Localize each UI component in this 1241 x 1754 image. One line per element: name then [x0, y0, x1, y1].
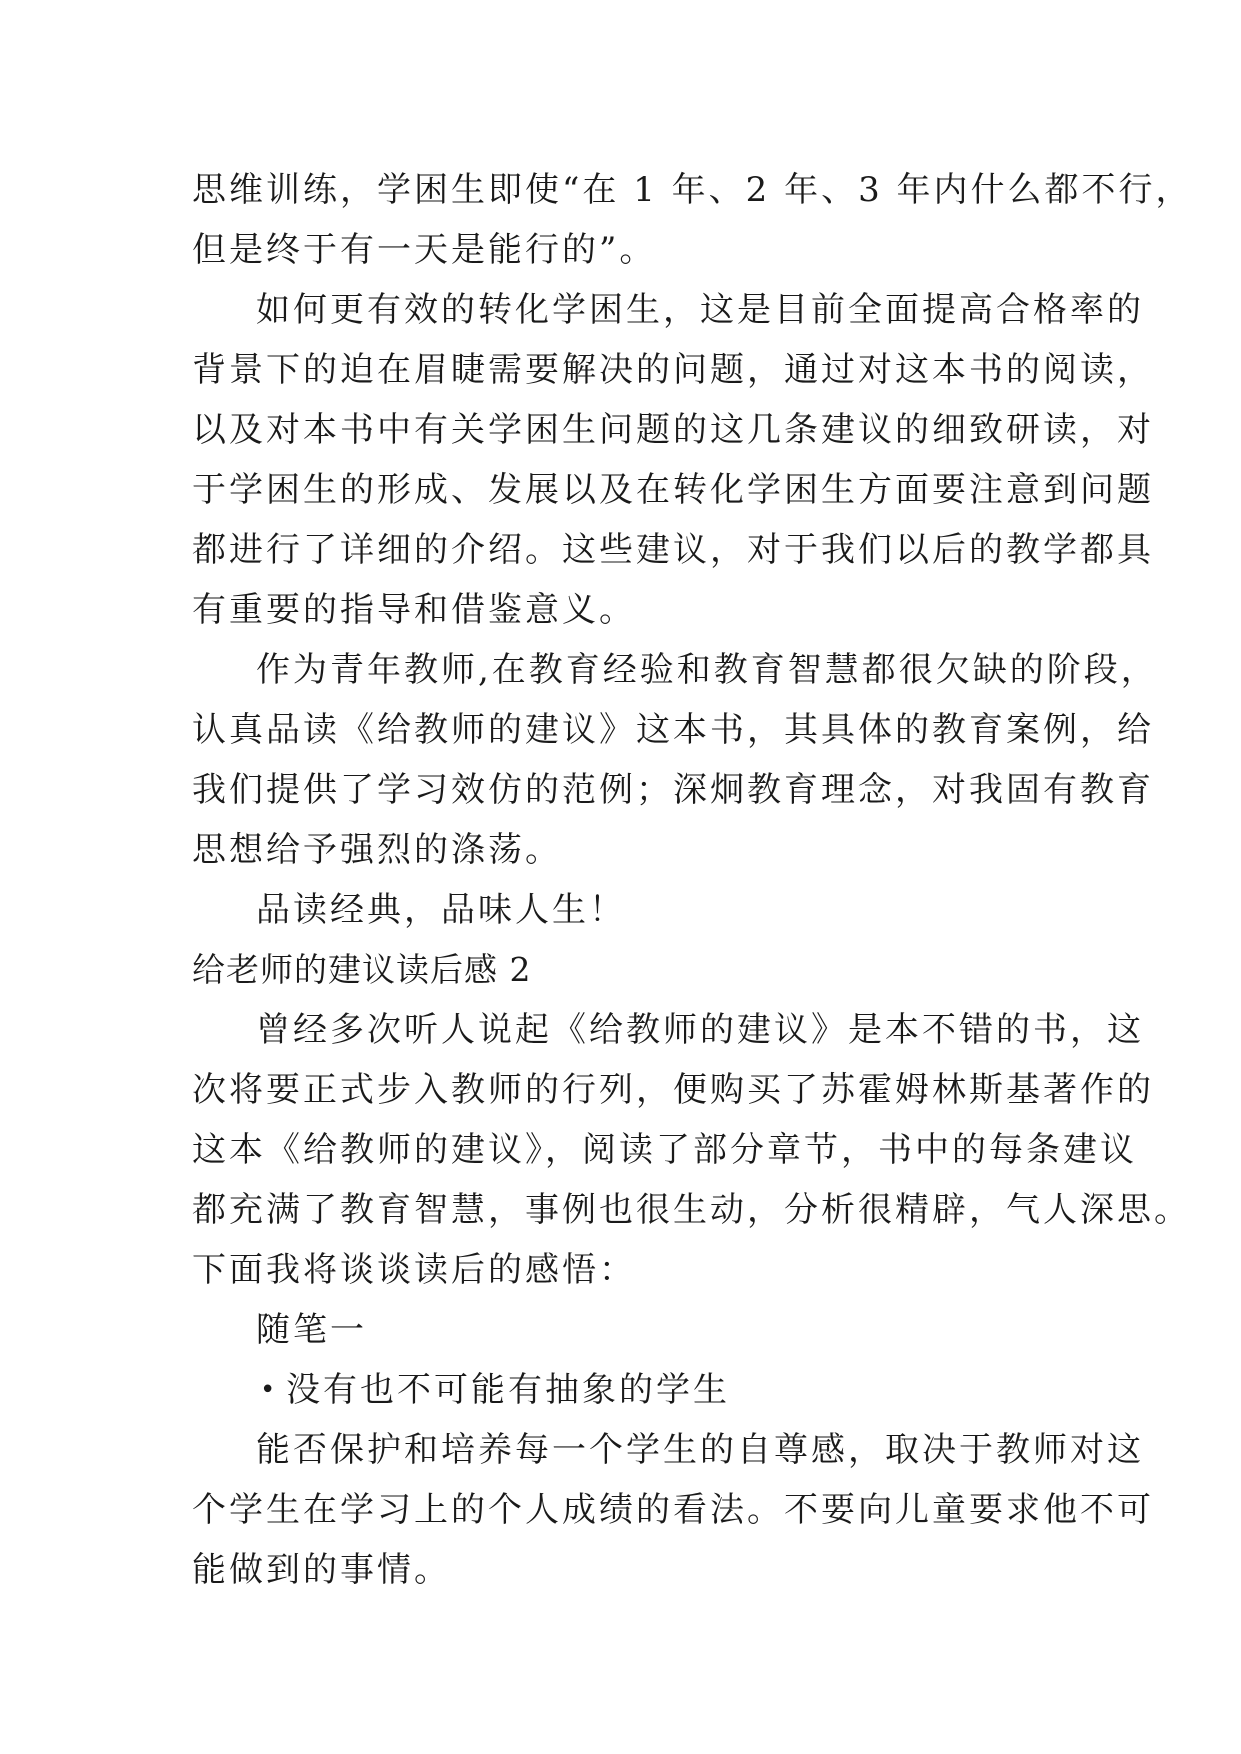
paragraph-line: 能做到的事情。: [192, 1550, 451, 1590]
essay-label: 随笔一: [256, 1310, 367, 1350]
paragraph-line: 思维训练，学困生即使“在 1 年、2 年、3 年内什么都不行，: [192, 170, 1193, 210]
paragraph-line: 有重要的指导和借鉴意义。: [192, 590, 636, 630]
paragraph-line: 都进行了详细的介绍。这些建议，对于我们以后的教学都具: [192, 530, 1154, 570]
paragraph: [192, 880, 1058, 940]
paragraph: [192, 280, 1154, 640]
document-page: [192, 160, 1193, 1600]
paragraph: [192, 640, 1158, 880]
paragraph: [192, 1000, 1191, 1300]
paragraph-line: 下面我将谈谈读后的感悟：: [192, 1250, 636, 1290]
paragraph-line: 认真品读《给教师的建议》这本书，其具体的教育案例，给: [192, 710, 1154, 750]
paragraph-line: 作为青年教师,在教育经验和教育智慧都很欠缺的阶段，: [256, 650, 1158, 690]
section-heading: 给老师的建议读后感 2: [192, 950, 532, 989]
paragraph-line: 次将要正式步入教师的行列，便购买了苏霍姆林斯基著作的: [192, 1070, 1154, 1110]
paragraph-line: 我们提供了学习效仿的范例；深炯教育理念，对我固有教育: [192, 770, 1154, 810]
paragraph-line: 以及对本书中有关学困生问题的这几条建议的细致研读，对: [192, 410, 1154, 450]
bullet-item: [192, 1360, 1058, 1420]
paragraph-line: 都充满了教育智慧，事例也很生动，分析很精辟，气人深思。: [192, 1190, 1191, 1230]
bullet-icon: •: [260, 1375, 279, 1405]
paragraph-line: 能否保护和培养每一个学生的自尊感，取决于教师对这: [256, 1430, 1144, 1470]
paragraph-line: 于学困生的形成、发展以及在转化学困生方面要注意到问题: [192, 470, 1154, 510]
paragraph-line: 思想给予强烈的涤荡。: [192, 830, 562, 870]
bullet-text: 没有也不可能有抽象的学生: [286, 1370, 730, 1410]
paragraph-line: 这本《给教师的建议》，阅读了部分章节，书中的每条建议: [192, 1130, 1137, 1170]
paragraph-line: 曾经多次听人说起《给教师的建议》是本不错的书，这: [256, 1010, 1144, 1050]
paragraph-line: 品读经典，品味人生！: [256, 890, 626, 930]
paragraph-line: 背景下的迫在眉睫需要解决的问题，通过对这本书的阅读，: [192, 350, 1154, 390]
paragraph: [192, 1420, 1154, 1600]
paragraph-line: 如何更有效的转化学困生，这是目前全面提高合格率的: [256, 290, 1144, 330]
paragraph-line: 个学生在学习上的个人成绩的看法。不要向儿童要求他不可: [192, 1490, 1154, 1530]
paragraph: [192, 160, 1193, 280]
paragraph-line: 但是终于有一天是能行的”。: [192, 230, 657, 270]
